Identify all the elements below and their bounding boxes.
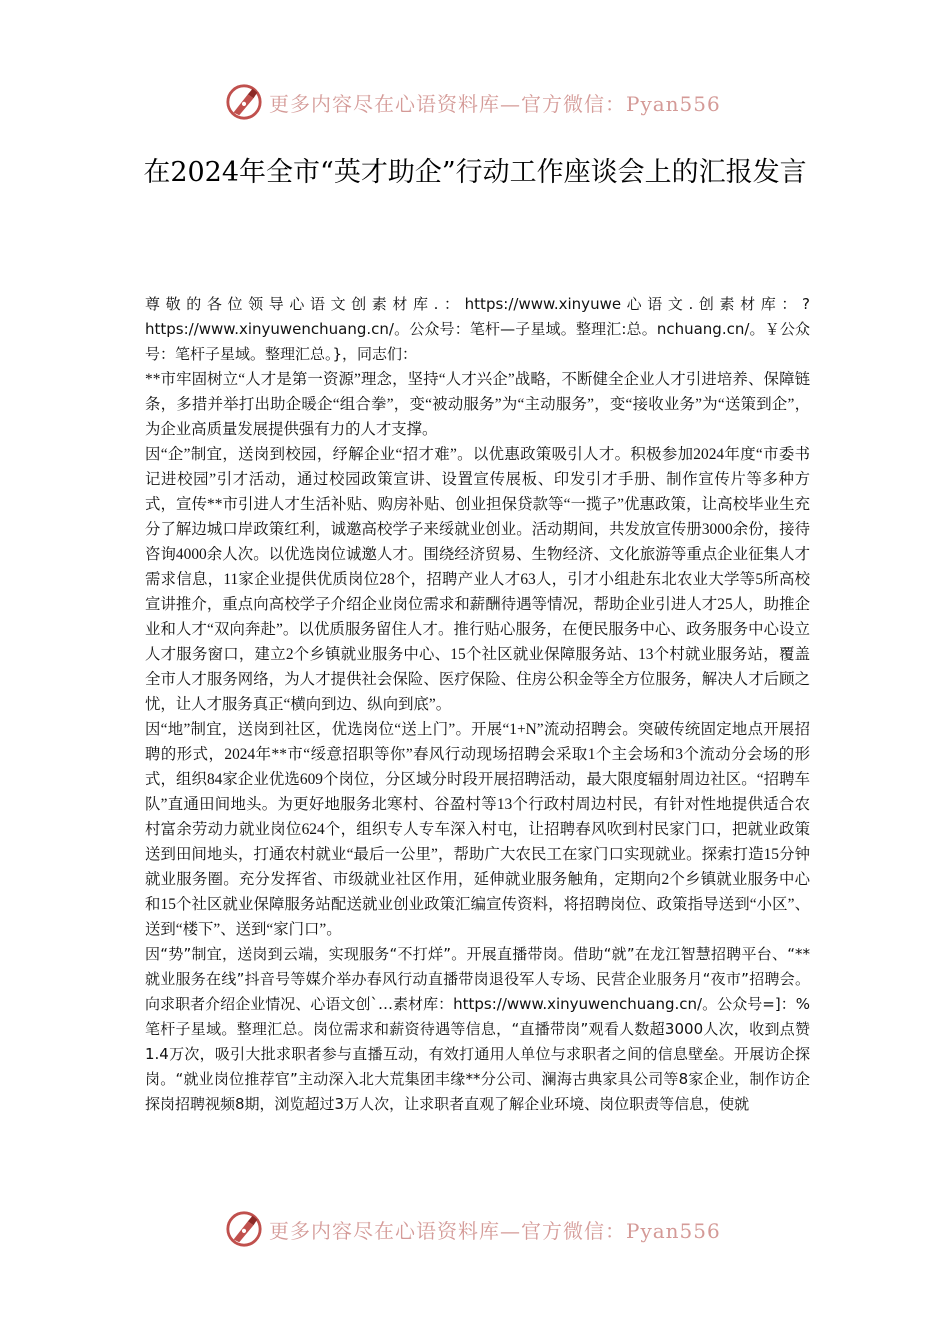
footer-banner[interactable] <box>225 1209 745 1249</box>
pen-nib-logo-icon <box>225 83 263 121</box>
pen-nib-logo-icon <box>225 1210 263 1248</box>
document-title: 在2024年全市“英才助企”行动工作座谈会上的汇报发言 <box>143 157 807 188</box>
banner-text: 更多内容尽在心语资料库—官方微信：Pyan556 <box>269 91 721 116</box>
community-section-paragraph: 因“地”制宜，送岗到社区，优选岗位“送上门”。开展“1+N”流动招聘会。突破传统固定地点开展招聘的形式，2024年**市“绥意招职等你”春风行动现场招聘会采取1个主会场和3个流动分会场的形式，组织84家企业优选609个岗位，分区域分时段开展招聘活动，最大限度辐射周边社区。“招聘车队”直通田间地头。为更好地服务北寒村、谷盈村等13个行政村周边村民，有针对性地提供适合农村富余劳动力就业岗位624个，组织专人专车深入村屯，让招聘春风吹到村民家门口，把就业政策送到田间地头，打通农村就业“最后一公里”，帮助广大农民工在家门口实现就业。探索打造15分钟就业服务圈。充分发挥省、市级就业社区作用，延伸就业服务触角，定期向2个乡镇就业服务中心和15个社区就业保障服务站配送就业创业政策汇编宣传资料，将招聘岗位、政策指导送到“小区”、送到“楼下”、送到“家门口”。 <box>145 721 810 938</box>
intro-paragraph: **市牢固树立“人才是第一资源”理念，坚持“人才兴企”战略，不断健全企业人才引进培养、保障链条，多措并举打出助企暖企“组合拳”，变“被动服务”为“主动服务”，变“接收业务”为“送策到企”，为企业高质量发展提供强有力的人才支撑。 <box>145 371 810 438</box>
cloud-section-paragraph: 因“势”制宜，送岗到云端，实现服务“不打烊”。开展直播带岗。借助“就”在龙江智慧招聘平台、“**就业服务在线”抖音号等媒介举办春风行动直播带岗退役军人专场、民营企业服务月“夜市”招聘会。向求职者介绍企业情况、心语文创`…素材库：https://www.xinyuwenchuang.cn/。公众号=]：%笔杆子星域。整理汇总。岗位需求和薪资待遇等信息，“直播带岗”观看人数超3000人次，收到点赞1.4万次，吸引大批求职者参与直播互动，有效打通用人单位与求职者之间的信息壁垒。开展访企探岗。“就业岗位推荐官”主动深入北大荒集团丰缘**分公司、澜海古典家具公司等8家企业，制作访企探岗招聘视频8期，浏览超过3万人次，让求职者直观了解企业环境、岗位职责等信息，使就 <box>145 945 810 1113</box>
banner-text: 更多内容尽在心语资料库—官方微信：Pyan556 <box>269 1218 721 1243</box>
campus-section-paragraph: 因“企”制宜，送岗到校园，纾解企业“招才难”。以优惠政策吸引人才。积极参加2024年度“市委书记进校园”引才活动，通过校园政策宣讲、设置宣传展板、印发引才手册、制作宣传片等多种方式，宣传**市引进人才生活补贴、购房补贴、创业担保贷款等“一揽子”优惠政策，让高校毕业生充分了解边城口岸政策红利，诚邀高校学子来绥就业创业。活动期间，共发放宣传册3000余份，接待咨询4000余人次。以优选岗位诚邀人才。围绕经济贸易、生物经济、文化旅游等重点企业征集人才需求信息，11家企业提供优质岗位28个，招聘产业人才63人，引才小组赴东北农业大学等5所高校宣讲推介，重点向高校学子介绍企业岗位需求和薪酬待遇等情况，帮助企业引进人才25人，助推企业和人才“双向奔赴”。以优质服务留住人才。推行贴心服务，在便民服务中心、政务服务中心设立人才服务窗口，建立2个乡镇就业服务中心、15个社区就业保障服务站、13个村就业服务站，覆盖全市人才服务网络，为人才提供社会保险、医疗保险、住房公积金等全方位服务，解决人才后顾之忧，让人才服务真正“横向到边、纵向到底”。 <box>145 446 810 713</box>
header-banner[interactable] <box>225 82 745 122</box>
salutation-paragraph: 尊敬的各位领导心语文创素材库.：https://www.xinyuwe心语文.创素材库：?https://www.xinyuwenchuang.cn/。公众号：笔杆—子星域。整理汇:总。nchuang.cn/。￥公众号：笔杆子星域。整理汇总。}，同志们： <box>145 295 810 363</box>
document-body <box>145 292 810 1117</box>
